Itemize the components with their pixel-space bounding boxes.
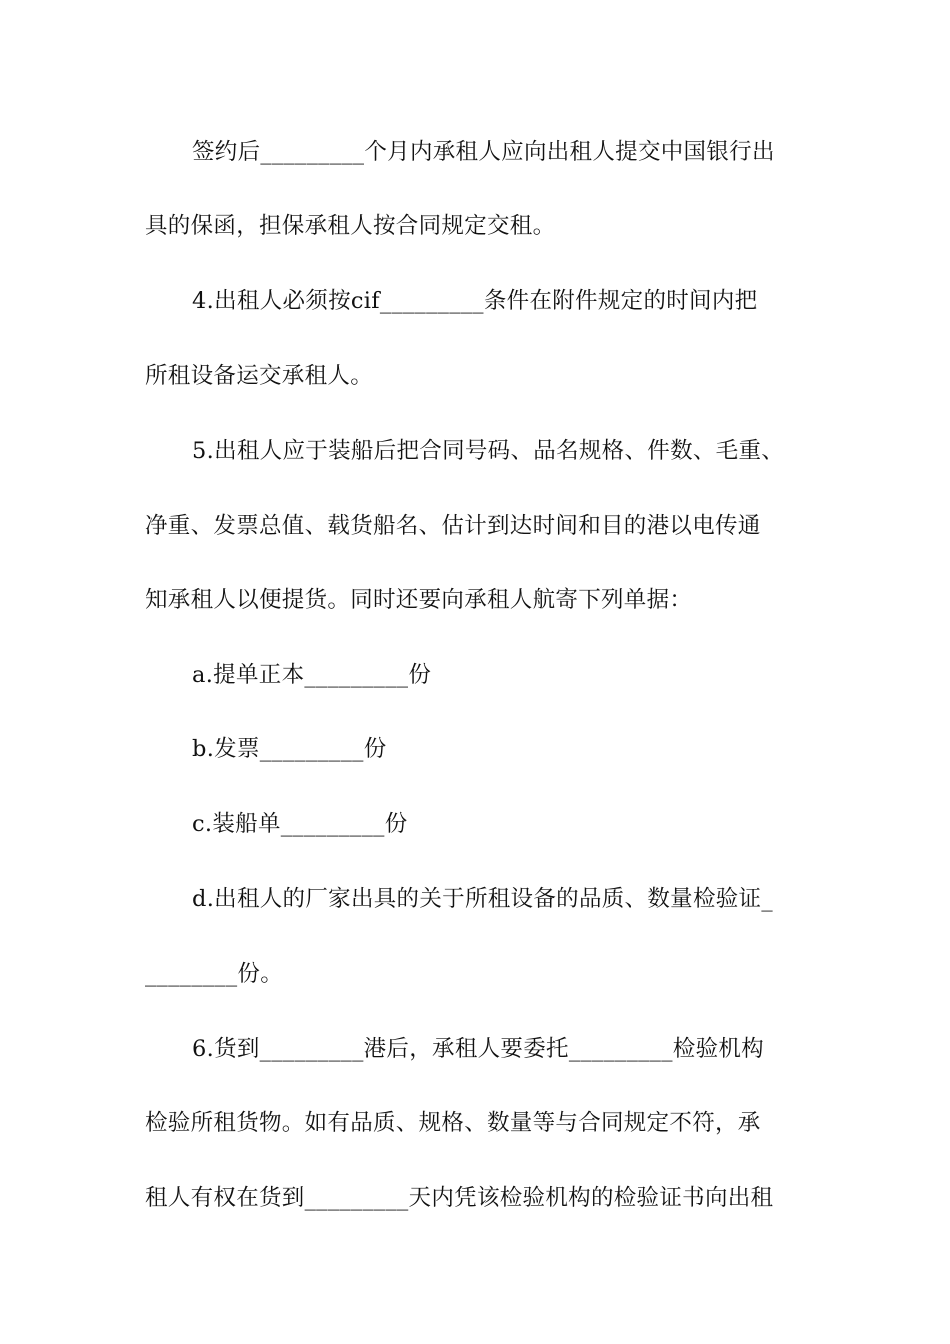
paragraph-line-5: 5.出租人应于装船后把合同号码、品名规格、件数、毛重、 — [192, 438, 785, 464]
paragraph-line-13: 6.货到_________港后，承租人要委托_________检验机构 — [192, 1036, 764, 1062]
paragraph-line-14: 检验所租货物。如有品质、规格、数量等与合同规定不符，承 — [145, 1110, 761, 1136]
list-item-c: c.装船单_________份 — [192, 811, 408, 837]
paragraph-line-2: 具的保函，担保承租人按合同规定交租。 — [145, 213, 556, 239]
list-item-d-continued: ________份。 — [145, 961, 283, 987]
paragraph-line-4: 所租设备运交承租人。 — [145, 363, 374, 389]
paragraph-line-15: 租人有权在货到_________天内凭该检验机构的检验证书向出租 — [145, 1185, 774, 1211]
paragraph-line-3: 4.出租人必须按cif_________条件在附件规定的时间内把 — [192, 288, 758, 314]
paragraph-line-7: 知承租人以便提货。同时还要向承租人航寄下列单据： — [145, 587, 693, 613]
paragraph-line-1: 签约后_________个月内承租人应向出租人提交中国银行出 — [192, 139, 775, 165]
paragraph-line-6: 净重、发票总值、载货船名、估计到达时间和目的港以电传通 — [145, 513, 761, 539]
list-item-b: b.发票_________份 — [192, 736, 387, 762]
list-item-a: a.提单正本_________份 — [192, 662, 432, 688]
list-item-d: d.出租人的厂家出具的关于所租设备的品质、数量检验证_ — [192, 886, 773, 912]
